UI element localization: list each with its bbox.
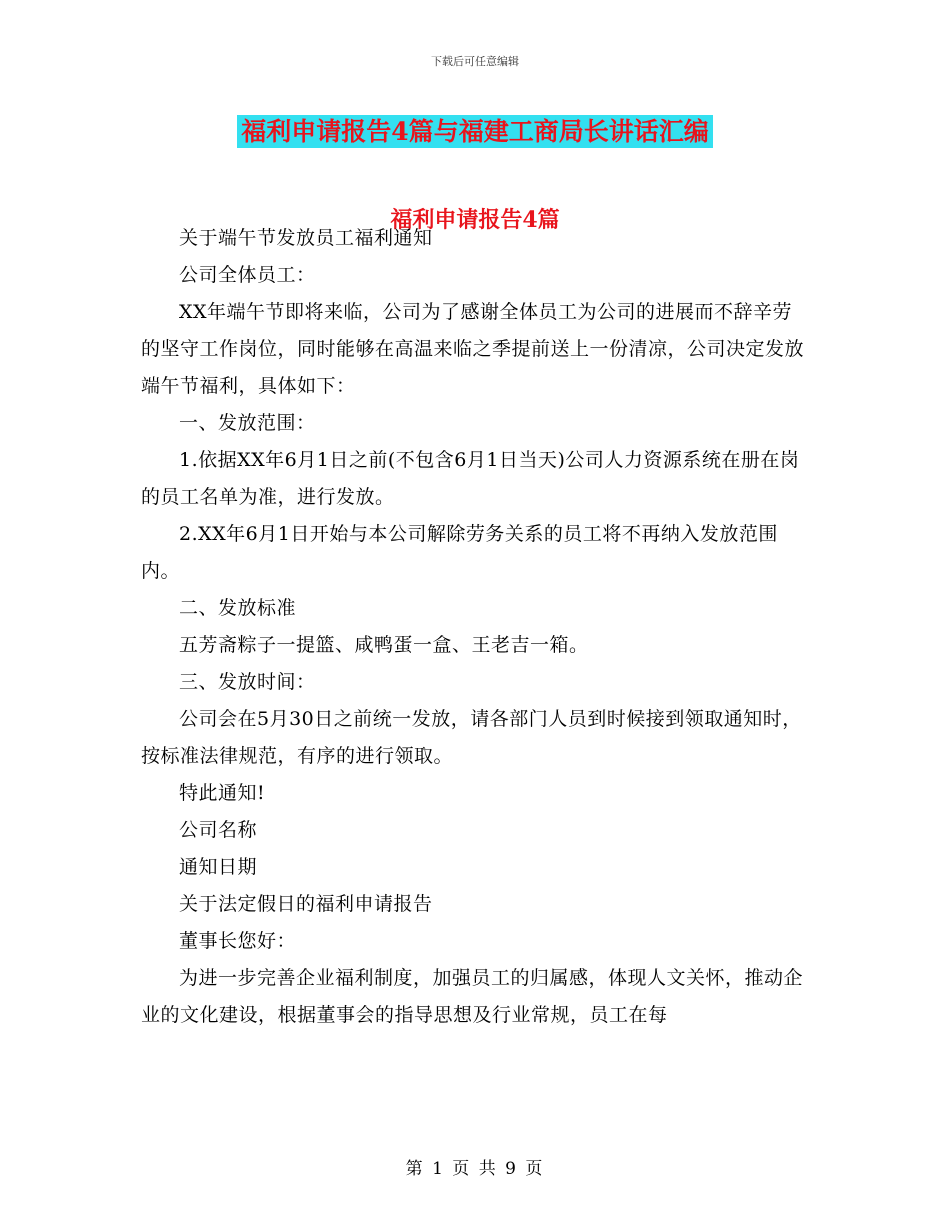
paragraph: 关于端午节发放员工福利通知 [179, 227, 433, 249]
document-body [141, 220, 809, 1034]
paragraph: 三、发放时间： [179, 671, 316, 693]
page-number-footer: 第 1 页 共 9 页 [405, 1159, 545, 1179]
paragraph: 2.XX年6月1日开始与本公司解除劳务关系的员工将不再纳入发放范围内。 [141, 523, 778, 582]
paragraph: 五芳斋粽子一提篮、咸鸭蛋一盒、王老吉一箱。 [179, 634, 589, 656]
paragraph: 为进一步完善企业福利制度，加强员工的归属感，体现人文关怀，推动企业的文化建设，根据董事会的指导思想及行业常规，员工在每 [141, 967, 804, 1026]
section-title: 福利申请报告4篇 [390, 207, 560, 233]
paragraph: 1.依据XX年6月1日之前(不包含6月1日当天)公司人力资源系统在册在岗的员工名单为准，进行发放。 [141, 449, 800, 508]
header-note: 下载后可任意编辑 [431, 55, 519, 68]
paragraph: 关于法定假日的福利申请报告 [179, 893, 433, 915]
paragraph: XX年端午节即将来临，公司为了感谢全体员工为公司的进展而不辞辛劳的坚守工作岗位，同时能够在高温来临之季提前送上一份清凉，公司决定发放端午节福利，具体如下： [141, 301, 805, 397]
paragraph: 一、发放范围： [179, 412, 316, 434]
document-title-text: 福利申请报告4篇与福建工商局长讲话汇编 [237, 115, 712, 148]
paragraph: 董事长您好： [179, 930, 297, 952]
paragraph: 公司会在5月30日之前统一发放，请各部门人员到时候接到领取通知时，按标准法律规范，有序的进行领取。 [141, 708, 802, 767]
paragraph: 公司名称 [179, 819, 258, 841]
paragraph: 特此通知! [179, 782, 266, 804]
paragraph: 二、发放标准 [179, 597, 297, 619]
paragraph: 公司全体员工： [179, 264, 316, 286]
document-title [0, 112, 950, 148]
paragraph: 通知日期 [179, 856, 258, 878]
